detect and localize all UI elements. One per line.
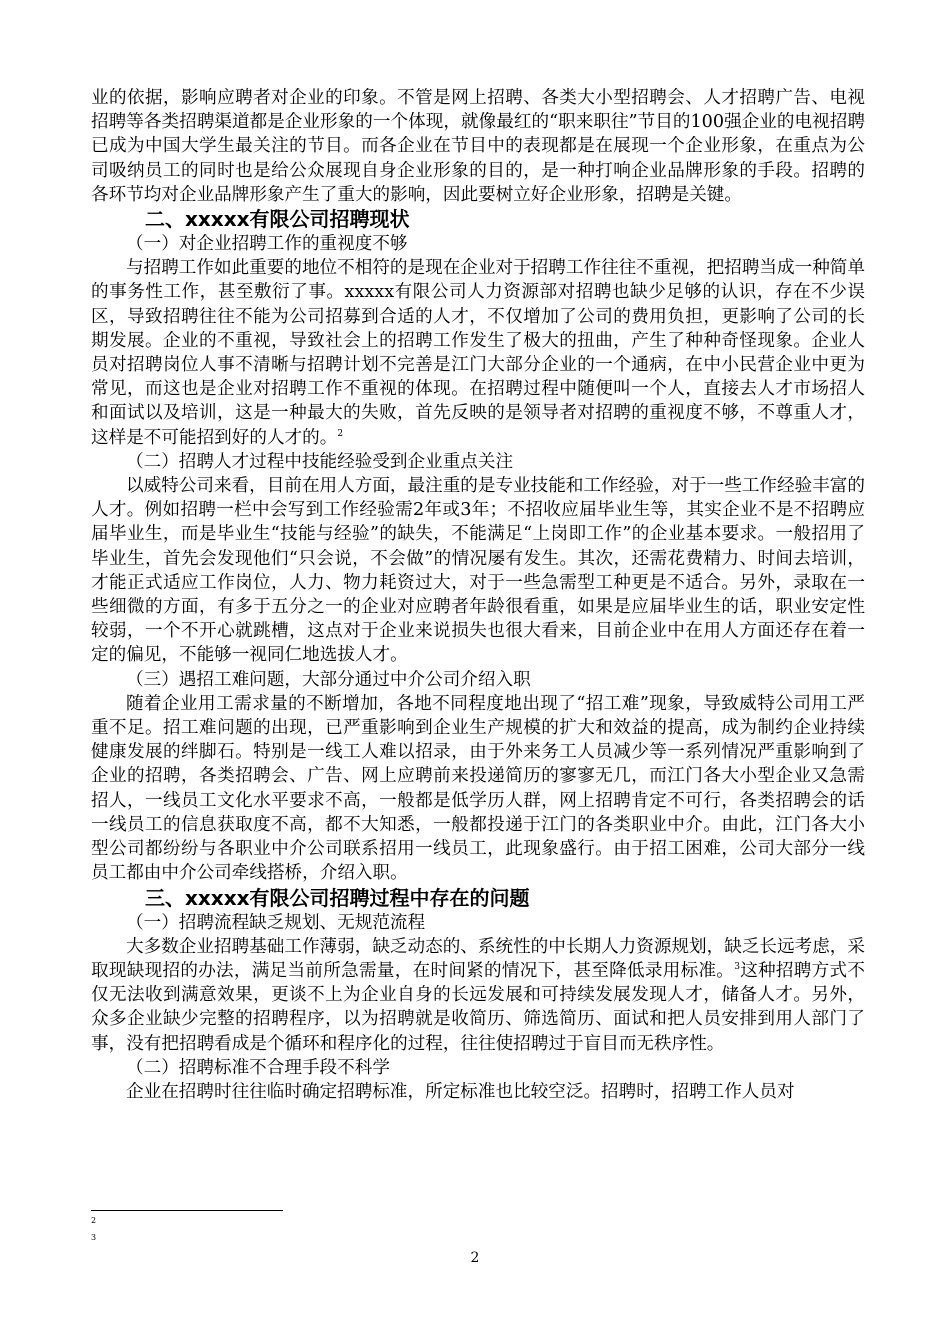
subheading-2-2: （二）招聘人才过程中技能经验受到企业重点关注 xyxy=(126,451,514,472)
subheading-2-3: （三）遇招工难问题，大部分通过中介公司介绍入职 xyxy=(126,669,531,690)
footnote-3: 3 xyxy=(91,1233,97,1242)
paragraph-brand-image: 业的依据，影响应聘者对企业的印象。不管是网上招聘、各类大小型招聘会、人才招聘广告、电视招聘等各类招聘渠道都是企业形象的一个体现，就像最红的“职来职往”节目的100强企业的电视招聘已成为中国大学生最关注的节目。而各企业在节目中的表现都是在展现一个企业形象，在重点为公司吸纳员工的同时也是给公众展现自身企业形象的目的，是一种打响企业品牌形象的手段。招聘的各环节均对企业品牌形象产生了重大的影响，因此要树立好企业形象，招聘是关键。 xyxy=(91,88,865,205)
document-body xyxy=(91,86,865,1104)
paragraph-3-2: 企业在招聘时往往临时确定招聘标准，所定标准也比较空泛。招聘时，招聘工作人员对 xyxy=(126,1081,795,1102)
subheading-2-1: （一）对企业招聘工作的重视度不够 xyxy=(126,234,408,255)
paragraph-3-1-text-a: 大多数企业招聘基础工作薄弱，缺乏动态的、系统性的中长期人力资源规划，缺乏长远考虑，采取现缺现招的办法，满足当前所急需量，在时间紧的情况下，甚至降低录用标准。 xyxy=(91,936,865,981)
subheading-3-1: （一）招聘流程缺乏规划、无规范流程 xyxy=(126,912,426,933)
paragraph-2-2: 以威特公司来看，目前在用人方面，最注重的是专业技能和工作经验，对于一些工作经验丰富的人才。例如招聘一栏中会写到工作经验需2年或3年；不招收应届毕业生等，其实企业不是不招聘应届毕业生，而是毕业生“技能与经验”的缺失，不能满足“上岗即工作”的企业基本要求。一般招用了毕业生，首先会发现他们“只会说，不会做”的情况屡有发生。其次，还需花费精力、时间去培训，才能正式适应工作岗位，人力、物力耗资过大，对于一些急需型工种更是不适合。另外，录取在一些细微的方面，有多于五分之一的企业对应聘者年龄很看重，如果是应届毕业生的话，职业安定性较弱，一个不开心就跳槽，这点对于企业来说损失也很大看来，目前企业中在用人方面还存在着一定的偏见，不能够一视同仁地选拔人才。 xyxy=(91,476,865,666)
subheading-3-2: （二）招聘标准不合理手段不科学 xyxy=(126,1057,390,1078)
footnote-separator xyxy=(91,1210,283,1211)
footnote-ref-3: 3 xyxy=(734,961,740,972)
section-heading-2: 二、xxxxx有限公司招聘现状 xyxy=(145,207,410,232)
footnote-2: 2 xyxy=(91,1216,97,1225)
paragraph-2-1-text: 与招聘工作如此重要的地位不相符的是现在企业对于招聘工作往往不重视，把招聘当成一种简单的事务性工作，甚至敷衍了事。xxxxx有限公司人力资源部对招聘也缺少足够的认识，存在不少误区，导致招聘往往不能为公司招募到合适的人才，不仅增加了公司的费用负担，更影响了公司的长期发展。企业的不重视，导致社会上的招聘工作发生了极大的扭曲，产生了种种奇怪现象。企业人员对招聘岗位人事不清晰与招聘计划不完善是江门大部分企业的一个通病，在中小民营企业中更为常见，而这也是企业对招聘工作不重视的体现。在招聘过程中随便叫一个人，直接去人才市场招人和面试以及培训，这是一种最大的失败，首先反映的是领导者对招聘的重视度不够，不尊重人才，这样是不可能招到好的人才的。 xyxy=(91,258,865,448)
paragraph-2-3: 随着企业用工需求量的不断增加，各地不同程度地出现了“招工难”现象，导致威特公司用工严重不足。招工难问题的出现，已严重影响到企业生产规模的扩大和效益的提高，成为制约企业持续健康发展的绊脚石。特别是一线工人难以招录，由于外来务工人员减少等一系列情况严重影响到了企业的招聘，各类招聘会、广告、网上应聘前来投递简历的寥寥无几，而江门各大小型企业又急需招人，一线员工文化水平要求不高，一般都是低学历人群，网上招聘肯定不可行，各类招聘会的话一线员工的信息获取度不高，都不大知悉，一般都投递于江门的各类职业中介。由此，江门各大小型公司都纷纷与各职业中介公司联系招用一线员工，此现象盛行。由于招工困难，公司大部分一线员工都由中介公司牵线搭桥，介绍入职。 xyxy=(91,693,865,884)
footnote-ref-2: 2 xyxy=(337,428,344,439)
paragraph-2-1 xyxy=(91,256,865,450)
section-heading-3: 三、xxxxx有限公司招聘过程中存在的问题 xyxy=(145,885,530,910)
page-number: 2 xyxy=(470,1250,480,1266)
paragraph-3-1 xyxy=(91,935,865,1056)
paragraph-3-1-text-b: 这种招聘方式不仅无法收到满意效果，更谈不上为企业自身的长远发展和可持续发展发现人才，储备人才。另外，众多企业缺少完整的招聘程序，以为招聘就是收简历、筛选简历、面试和把人员安排到用人部门了事，没有把招聘看成是个循环和程序化的过程，往往使招聘过于盲目而无秩序性。 xyxy=(91,960,865,1054)
